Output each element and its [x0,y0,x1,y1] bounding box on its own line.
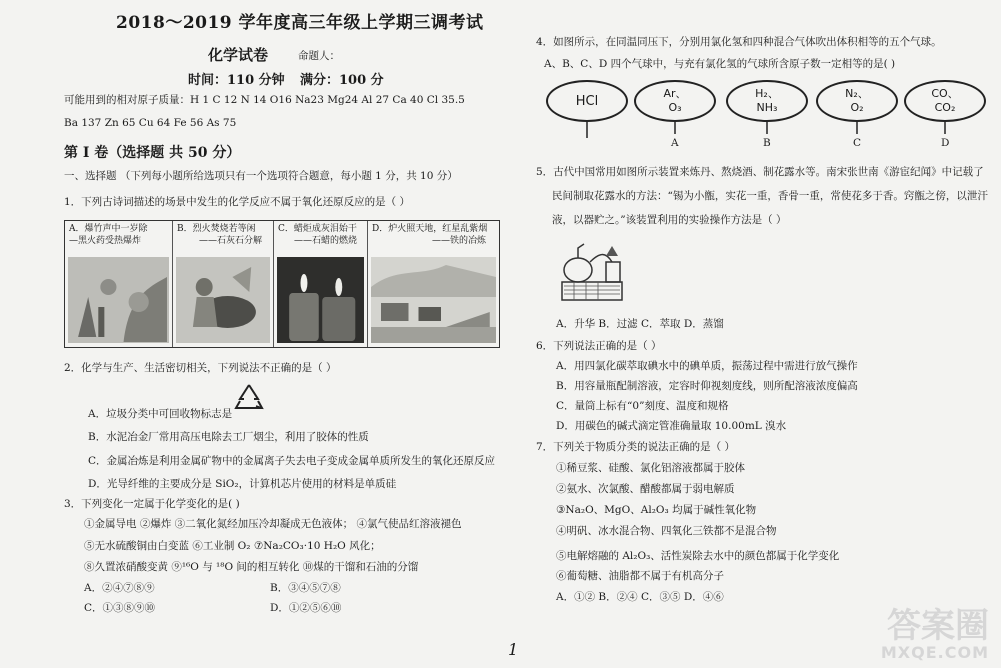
q2-option-a: A．垃圾分类中可回收物标志是 [88,408,233,420]
q3-option-b: B．③④⑤⑦⑧ [270,582,341,594]
exam-title: 2018～2019 学年度高三年级上学期三调考试 [116,13,484,33]
q6-option-b: B．用容量瓶配制溶液，定容时仰视刻度线，则所配溶液浓度偏高 [556,380,858,392]
balloon-d-gas1: CO、 [931,87,959,100]
q1-option-d [368,221,499,347]
q7-item-2: ②氨水、次氯酸、醋酸都属于弱电解质 [556,483,735,495]
q1-option-table [64,220,500,348]
balloon-strings [500,120,1001,142]
q3-items-line3: ⑧久置浓硝酸变黄 ⑨¹⁶O 与 ¹⁸O 间的相互转化 ⑩煤的干馏和石油的分馏 [84,561,419,573]
q1-a-line2: —黑火药受热爆炸 [69,236,142,246]
q2-option-c: C．金属冶炼是利用金属矿物中的金属离子失去电子变成金属单质所发生的氧化还原反应 [88,455,496,467]
q7-item-4: ④明矾、冰水混合物、四氧化三铁都不是混合物 [556,525,777,537]
q1-b-line1: B．烈火焚烧若等闲 [177,224,256,234]
q1-a-image [68,257,169,343]
q5-line2: 民间制取花露水的方法：“锡为小甑，实花一重，香骨一重，常使花多于香。窍甑之傍，以泄汗 [552,190,988,202]
q5-line3: 液，以器贮之。”该装置利用的实验操作方法是（ ） [552,214,787,226]
balloon-c-tag: C [853,137,862,149]
q1-d-image [371,257,496,343]
q1-c-line2: ——石蜡的燃烧 [294,236,358,246]
q7-item-3: ③Na₂O、MgO、Al₂O₃ 均属于碱性氧化物 [556,504,757,516]
q1-d-line2: ——铁的冶炼 [432,236,487,246]
watermark-logo [881,608,989,662]
balloon-hcl-label: HCl [575,94,599,109]
balloon-b-gas2: NH₃ [756,101,778,114]
q7-options: A．①② B．②④ C．③⑤ D．④⑥ [556,591,724,603]
balloon-a-gas2: O₃ [668,101,682,114]
q7-item-5: ⑤电解熔融的 Al₂O₃、活性炭除去水中的颜色都属于化学变化 [556,550,840,562]
part1-title: 第 I 卷（选择题 共 50 分） [64,145,241,161]
q1-d-line1: D．炉火照天地，红星乱紫烟 [372,224,488,234]
q7-stem: 7．下列关于物质分类的说法正确的是（ ） [536,441,736,453]
q1-c-image [277,257,364,343]
section1-heading: 一、选择题 （下列每小题所给选项只有一个选项符合题意，每小题 1 分，共 10 分） [64,170,458,182]
q1-option-b [173,221,274,347]
q3-option-a: A．②④⑦⑧⑨ [84,582,155,594]
q6-option-c: C．量筒上标有“0”刻度、温度和规格 [556,400,729,412]
balloon-a-gas1: Ar、 [663,87,687,100]
q1-c-line1: C．蜡炬成灰泪始干 [278,224,357,234]
page-mark: 1 [508,640,519,659]
q1-option-c [274,221,368,347]
distillation-apparatus [560,240,630,306]
atomic-masses-line1: 可能用到的相对原子质量：H 1 C 12 N 14 O16 Na23 Mg24 Al 27 Ca 40 Cl 35.5 [64,94,465,106]
exam-time: 时间：110 分钟 [188,73,285,88]
q4-stem-line1: 4．如图所示，在同温同压下，分别用氯化氢和四种混合气体吹出体积相等的五个气球。 [536,36,942,48]
q3-items-line1: ①金属导电 ②爆炸 ③二氧化氮经加压冷却凝成无色液体； ④氯气使品红溶液褪色 [84,518,462,530]
subject-title: 化学试卷 [208,46,269,64]
q3-items-line2: ⑤无水硫酸铜由白变蓝 ⑥工业制 O₂ ⑦Na₂CO₃·10 H₂O 风化； [84,540,381,552]
q6-stem: 6．下列说法正确的是（ ） [536,340,662,352]
q3-option-c: C．①③⑧⑨⑩ [84,602,156,614]
balloon-c-gas2: O₂ [850,101,864,114]
balloon-d-gas2: CO₂ [934,101,956,114]
q1-b-image [176,257,270,343]
recycle-icon [232,382,266,416]
balloon-b-gas1: H₂、 [755,87,779,100]
q7-item-1: ①稀豆浆、硅酸、氯化铝溶液都属于胶体 [556,462,745,474]
q1-option-a [65,221,173,347]
q4-stem-line2: A、B、C、D 四个气球中，与充有氯化氢的气球所含原子数一定相等的是( ) [544,58,896,70]
q5-options: A．升华 B．过滤 C．萃取 D．蒸馏 [556,318,724,330]
q3-stem: 3．下列变化一定属于化学变化的是( ) [64,498,240,510]
balloon-a [634,80,716,122]
balloon-d-tag: D [941,137,950,149]
exam-score: 满分：100 分 [300,73,384,88]
balloon-b-tag: B [763,137,771,149]
balloon-d [904,80,986,122]
balloon-b [726,80,808,122]
q6-option-a: A．用四氯化碳萃取碘水中的碘单质，振荡过程中需进行放气操作 [556,360,858,372]
q2-stem: 2．化学与生产、生活密切相关，下列说法不正确的是（ ） [64,362,337,374]
balloon-a-tag: A [671,137,679,149]
watermark-line1: 答案圈 [887,606,989,646]
atomic-masses-line2: Ba 137 Zn 65 Cu 64 Fe 56 As 75 [64,117,237,129]
q1-a-line1: A．爆竹声中一岁除 [69,224,148,234]
balloon-c-gas1: N₂、 [845,87,869,100]
q1-b-line2: ——石灰石分解 [199,236,263,246]
watermark-line2: MXQE.COM [880,643,989,662]
balloon-c [816,80,898,122]
q7-item-6: ⑥葡萄糖、油脂都不属于有机高分子 [556,570,724,582]
setter-label: 命题人： [298,50,340,62]
q1-stem: 1．下列古诗词描述的场景中发生的化学反应不属于氧化还原反应的是（ ） [64,196,411,208]
balloon-hcl [546,80,628,122]
q2-option-b: B．水泥冶金厂常用高压电除去工厂烟尘，利用了胶体的性质 [88,431,369,443]
q3-option-d: D．①②⑤⑥⑩ [270,602,342,614]
q6-option-d: D．用碳色的碱式滴定管准确量取 10.00mL 溴水 [556,420,787,432]
q5-line1: 5．古代中国常用如图所示装置来炼丹、熬烧酒、制花露水等。南宋张世南《游宦纪闻》中记载了 [536,166,984,178]
q2-option-d: D．光导纤维的主要成分是 SiO₂，计算机芯片使用的材料是单质硅 [88,478,397,490]
